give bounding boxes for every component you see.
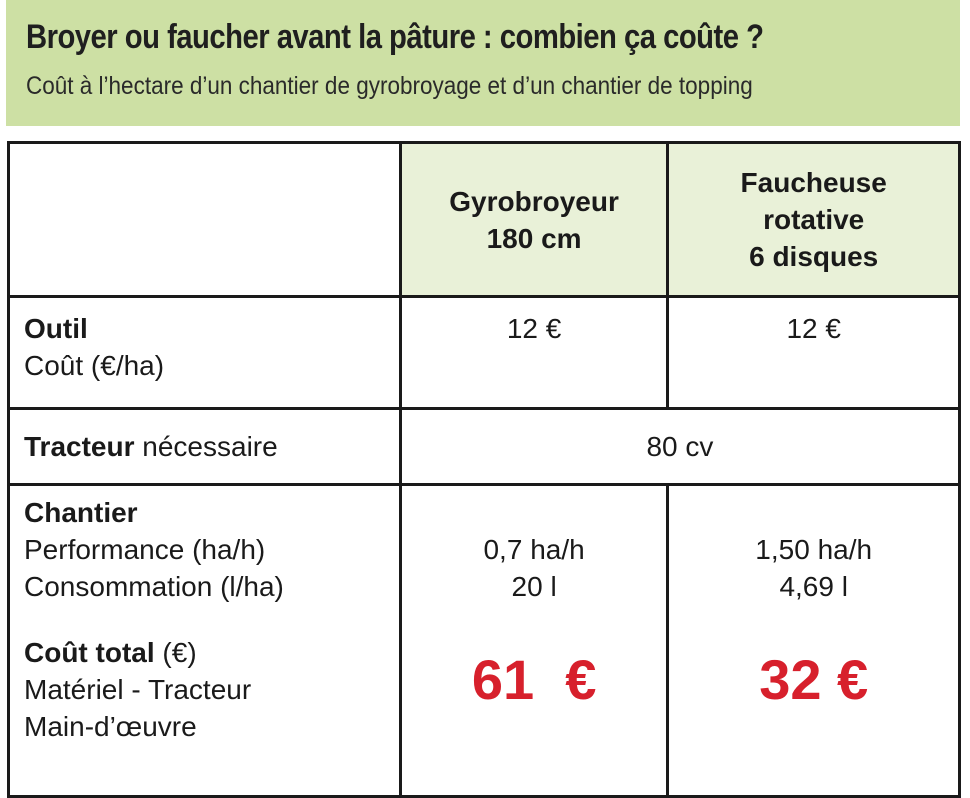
total-cost-gyrobroyeur: 61 € (471, 648, 597, 711)
chantier-label: Chantier (24, 497, 138, 528)
tracteur-value: 80 cv (400, 409, 959, 485)
table-row-chantier (9, 485, 960, 797)
tracteur-label-rest: nécessaire (134, 431, 278, 462)
consommation-value-gyrobroyeur: 20 l (511, 571, 557, 602)
page-title: Broyer ou faucher avant la pâture : combien ça coûte ? (26, 18, 764, 56)
row-label-chantier (9, 485, 401, 797)
cout-total-label-bold: Coût total (24, 637, 155, 668)
row-label-tracteur (9, 409, 401, 485)
performance-label: Performance (ha/h) (24, 534, 266, 565)
row-label-outil (9, 297, 401, 409)
cout-total-line3: Main-d’œuvre (24, 711, 197, 742)
column-header-faucheuse-line3: 6 disques (749, 241, 879, 272)
outil-value-faucheuse: 12 € (668, 297, 960, 409)
outil-label: Outil (24, 313, 88, 344)
page-subtitle: Coût à l’hectare d’un chantier de gyrobroyage et d’un chantier de topping (26, 72, 753, 100)
cout-total-line2: Matériel - Tracteur (24, 674, 252, 705)
column-header-faucheuse (668, 143, 960, 297)
table-row-outil (9, 297, 960, 409)
outil-value-gyrobroyeur: 12 € (400, 297, 668, 409)
cout-total-label-rest: (€) (154, 637, 197, 668)
column-header-faucheuse-line1: Faucheuse (740, 167, 887, 198)
performance-value-gyrobroyeur: 0,7 ha/h (483, 534, 585, 565)
header-banner (6, 0, 960, 126)
consommation-value-faucheuse: 4,69 l (779, 571, 848, 602)
performance-value-faucheuse: 1,50 ha/h (755, 534, 873, 565)
table-header-row (9, 143, 960, 297)
chantier-values-faucheuse (668, 485, 960, 797)
cost-comparison-table (7, 141, 961, 798)
column-header-gyrobroyeur-line2: 180 cm (486, 222, 582, 254)
table-row-tracteur (9, 409, 960, 485)
total-cost-faucheuse: 32 € (759, 648, 869, 711)
header-empty-cell (9, 143, 401, 297)
outil-sublabel: Coût (€/ha) (24, 350, 165, 381)
tracteur-label-bold: Tracteur (24, 431, 135, 462)
label-spacer (24, 605, 399, 634)
column-header-faucheuse-line2: rotative (763, 204, 865, 235)
consommation-label: Consommation (l/ha) (24, 571, 284, 602)
cout-total-label (24, 634, 399, 671)
column-header-gyrobroyeur-line1: Gyrobroyeur (449, 185, 619, 217)
column-header-gyrobroyeur (400, 143, 668, 297)
chantier-values-gyrobroyeur (400, 485, 668, 797)
